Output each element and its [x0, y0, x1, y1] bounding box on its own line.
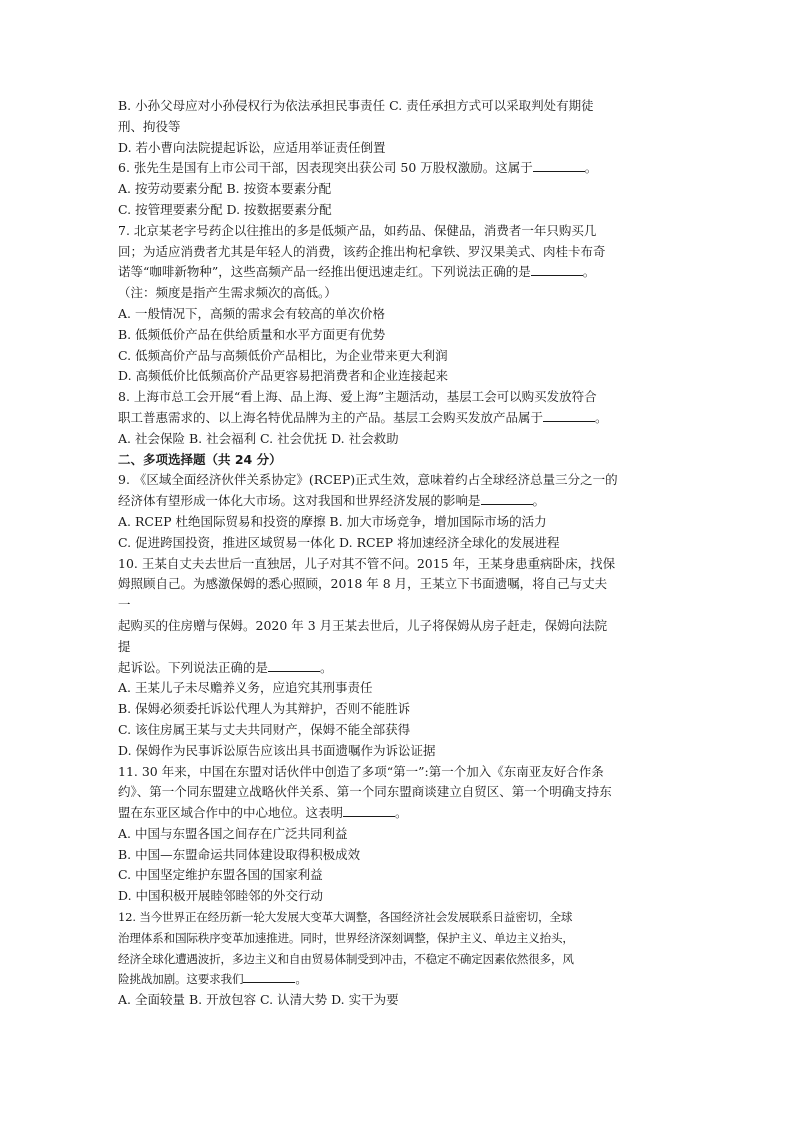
line-text: C. 促进跨国投资，推进区域贸易一体化 D. RCEP 将加速经济全球化的发展进程 [118, 534, 560, 550]
line-text: 回；为适应消费者尤其是年轻人的消费，该药企推出枸杞拿铁、罗汉果美式、肉桂卡布奇 [118, 243, 606, 259]
text-line [118, 865, 684, 886]
text-line [118, 200, 684, 221]
line-text: 8. 上海市总工会开展“看上海、品上海、爱上海”主题活动，基层工会可以购买发放符合 [118, 389, 597, 405]
line-text: 起诉讼。下列说法正确的是 [118, 659, 269, 675]
line-text: 7. 北京某老字号药企以往推出的多是低频产品，如药品、保健品，消费者一年只购买几 [118, 222, 597, 238]
text-line [118, 928, 684, 949]
line-text: 提 [118, 638, 131, 654]
text-line [118, 803, 684, 824]
text-line [118, 782, 684, 803]
answer-blank [343, 804, 395, 817]
text-line [118, 221, 684, 242]
text-line [118, 616, 684, 637]
text-line [118, 470, 684, 491]
line-text: A. 一般情况下，高频的需求会有较高的单次价格 [118, 305, 385, 321]
line-text: 盟在东亚区域合作中的中心地位。这表明 [118, 805, 344, 821]
line-text: 险挑战加剧。这要求我们 [118, 972, 244, 987]
text-line [118, 554, 684, 575]
text-line [118, 138, 684, 159]
text-line [118, 720, 684, 741]
line-text: B. 中国—东盟命运共同体建设取得积极成效 [118, 846, 361, 862]
line-text: 经济全球化遭遇波折，多边主义和自由贸易体制受到冲击，不稳定不确定因素依然很多，风 [118, 951, 574, 966]
text-line [118, 574, 684, 595]
line-text: A. RCEP 杜绝国际贸易和投资的摩擦 B. 加大市场竞争，增加国际市场的活力 [118, 513, 547, 529]
line-end-punct: 。 [320, 659, 333, 675]
text-line [118, 595, 684, 616]
text-line [118, 96, 684, 117]
text-line [118, 949, 684, 970]
line-end-punct: 。 [532, 493, 546, 509]
text-line [118, 429, 684, 450]
line-text: 6. 张先生是国有上市公司干部，因表现突出获公司 50 万股权激励。这属于 [118, 160, 533, 176]
line-text: D. 高频低价比低频高价产品更容易把消费者和企业连接起来 [118, 368, 449, 384]
line-text: 姆照顾自己。为感激保姆的悉心照顾，2018 年 8 月，王某立下书面遗嘱，将自己与丈夫 [118, 576, 608, 592]
text-line [118, 762, 684, 783]
text-line [118, 117, 684, 138]
text-line [118, 678, 684, 699]
answer-blank [543, 409, 595, 422]
line-text: A. 社会保险 B. 社会福利 C. 社会优抚 D. 社会救助 [118, 430, 399, 446]
line-text: C. 按管理要素分配 D. 按数据要素分配 [118, 201, 332, 217]
line-text: 12. 当今世界正在经历新一轮大发展大变革大调整，各国经济社会发展联系日益密切，全球 [118, 910, 573, 925]
line-text: 10. 王某自丈夫去世后一直独居，儿子对其不管不问。2015 年，王某身患重病卧床，找保 [118, 555, 616, 571]
text-line [118, 408, 684, 429]
line-text: B. 保姆必须委托诉讼代理人为其辩护，否则不能胜诉 [118, 701, 411, 717]
line-text: C. 中国坚定维护东盟各国的国家利益 [118, 867, 323, 883]
text-line [118, 242, 684, 263]
line-text: D. 保姆作为民事诉讼原告应该出具书面遗嘱作为诉讼证据 [118, 742, 436, 758]
line-text: 起购买的住房赠与保姆。2020 年 3 月王某去世后，儿子将保姆从房子赶走，保姆向法院 [118, 617, 608, 633]
answer-blank [243, 970, 295, 983]
line-text: B. 低频低价产品在供给质量和水平方面更有优势 [118, 326, 386, 342]
text-line [118, 304, 684, 325]
text-line [118, 158, 684, 179]
line-text: C. 该住房属王某与丈夫共同财产，保姆不能全部获得 [118, 721, 411, 737]
line-text: A. 按劳动要素分配 B. 按资本要素分配 [118, 181, 332, 197]
line-text: 经济体有望形成一体化大市场。这对我国和世界经济发展的影响是 [118, 493, 481, 509]
text-line [118, 491, 684, 512]
line-text: 刑、拘役等 [118, 118, 181, 134]
line-end-punct: 。 [584, 160, 598, 176]
text-line [118, 824, 684, 845]
line-text: 11. 30 年来，中国在东盟对话伙伴中创造了多项“第一”:第一个加入《东南亚友好合作条 [118, 763, 604, 779]
line-text: 二、多项选择题（共 24 分） [118, 451, 282, 467]
line-text: A. 中国与东盟各国之间存在广泛共同利益 [118, 825, 348, 841]
line-text: 职工普惠需求的、以上海名特优品牌为主的产品。基层工会购买发放产品属于 [118, 409, 544, 425]
line-text: 约》、第一个同东盟建立战略伙伴关系、第一个同东盟商谈建立自贸区、第一个明确支持东 [118, 784, 612, 800]
text-line [118, 658, 684, 679]
line-text: 9. 《区域全面经济伙伴关系协定》(RCEP)正式生效，意味着约占全球经济总量三分之一的 [118, 472, 618, 488]
answer-blank [481, 492, 533, 505]
line-text: D. 中国积极开展睦邻睦邻的外交行动 [118, 888, 324, 904]
answer-blank [533, 159, 585, 172]
line-text: C. 低频高价产品与高频低价产品相比，为企业带来更大利润 [118, 347, 448, 363]
text-line [118, 990, 684, 1011]
line-text: D. 若小曹向法院提起诉讼，应适用举证责任倒置 [118, 139, 386, 155]
text-line [118, 387, 684, 408]
text-line [118, 845, 684, 866]
line-end-punct: 。 [582, 264, 596, 280]
line-text: B. 小孙父母应对小孙侵权行为依法承担民事责任 C. 责任承担方式可以采取判处有期徒 [118, 98, 594, 113]
answer-blank [268, 659, 320, 672]
text-line [118, 533, 684, 554]
line-end-punct: 。 [595, 409, 608, 425]
line-text: A. 全面较量 B. 开放包容 C. 认清大势 D. 实干为要 [118, 992, 399, 1008]
line-text: 诺等“咖啡新物种”，这些高频产品一经推出便迅速走红。下列说法正确的是 [118, 264, 531, 280]
text-line [118, 741, 684, 762]
text-line [118, 886, 684, 907]
text-line [118, 325, 684, 346]
line-text: A. 王某儿子未尽赡养义务，应追究其刑事责任 [118, 680, 373, 696]
line-text: （注：频度是指产生需求频次的高低。） [118, 285, 337, 301]
text-line [118, 907, 684, 928]
text-line [118, 637, 684, 658]
text-line [118, 262, 684, 283]
line-text: 治理体系和国际秩序变革加速推进。同时，世界经济深刻调整，保护主义、单边主义抬头， [118, 930, 574, 945]
answer-blank [531, 263, 583, 276]
text-line [118, 512, 684, 533]
text-line [118, 366, 684, 387]
line-end-punct: 。 [395, 805, 408, 821]
text-line [118, 179, 684, 200]
line-text: 一 [118, 597, 131, 613]
line-end-punct: 。 [295, 972, 307, 987]
text-line [118, 969, 684, 990]
text-line [118, 283, 684, 304]
section-heading [118, 450, 684, 471]
text-line [118, 699, 684, 720]
text-line [118, 346, 684, 367]
